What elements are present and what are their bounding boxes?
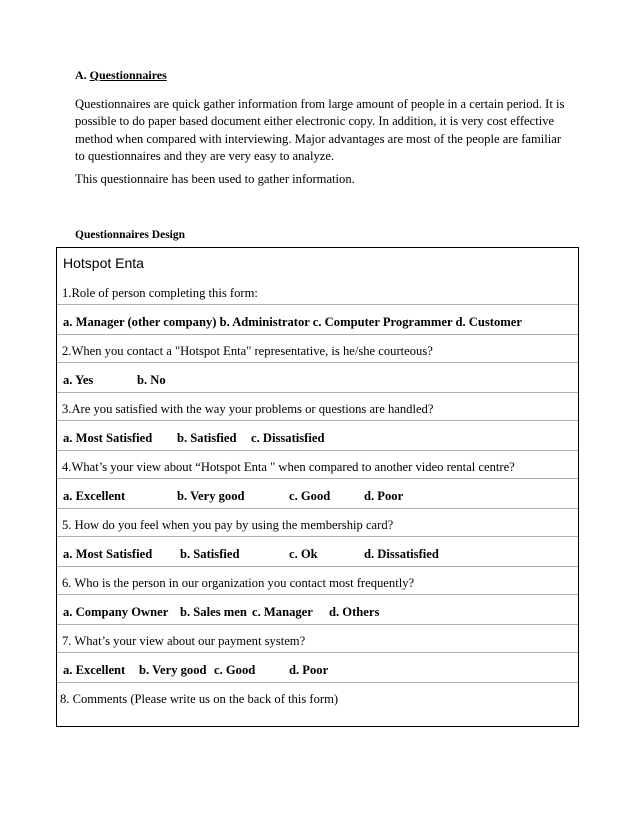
q6-option-b[interactable]: b. Sales men: [180, 605, 247, 619]
q4-option-c[interactable]: c. Good: [289, 489, 331, 503]
divider: [57, 508, 578, 509]
q5-option-a[interactable]: a. Most Satisfied: [63, 547, 153, 561]
intro-line: Questionnaires are quick gather information from large amount of people in a certain period. It is: [75, 97, 565, 111]
section-title: Questionnaires: [89, 68, 167, 82]
question-5: 5. How do you feel when you pay by using the membership card?: [62, 518, 394, 532]
intro-note: This questionnaire has been used to gather information.: [75, 172, 355, 186]
question-4: 4.What’s your view about “Hotspot Enta " when compared to another video rental centre?: [62, 460, 515, 474]
intro-line: possible to do paper based document either electronic copy. In addition, it is very cost effective: [75, 114, 555, 129]
question-7: 7. What’s your view about our payment system?: [62, 634, 306, 648]
divider: [57, 594, 578, 595]
design-heading: Questionnaires Design: [75, 229, 186, 241]
q7-option-a[interactable]: a. Excellent: [63, 663, 126, 677]
divider: [57, 536, 578, 537]
q7-option-c[interactable]: c. Good: [214, 663, 256, 677]
intro-paragraph: [75, 96, 575, 165]
q1-option-c[interactable]: c. Computer Programmer: [312, 315, 453, 329]
q7-option-d[interactable]: d. Poor: [289, 663, 329, 677]
q1-option-b[interactable]: b. Administrator: [219, 315, 310, 329]
question-8: 8. Comments (Please write us on the back of this form): [60, 692, 339, 706]
divider: [57, 682, 578, 683]
divider: [57, 478, 578, 479]
q6-option-c[interactable]: c. Manager: [252, 605, 313, 619]
divider: [57, 392, 578, 393]
q3-option-b[interactable]: b. Satisfied: [177, 431, 237, 445]
divider: [57, 304, 578, 305]
q6-option-d[interactable]: d. Others: [329, 605, 380, 619]
section-prefix: A.: [75, 68, 87, 82]
q1-option-a[interactable]: a. Manager (other company): [63, 315, 217, 329]
intro-line: method when compared with interviewing. Major advantages are most of the people are familiar: [75, 131, 562, 146]
q2-option-a[interactable]: a. Yes: [63, 373, 94, 387]
q5-option-b[interactable]: b. Satisfied: [180, 547, 240, 561]
q2-option-b[interactable]: b. No: [137, 373, 166, 387]
q5-option-d[interactable]: d. Dissatisfied: [364, 547, 439, 561]
q4-option-a[interactable]: a. Excellent: [63, 489, 126, 503]
form-title: Hotspot Enta: [63, 255, 144, 271]
q4-option-b[interactable]: b. Very good: [177, 489, 245, 503]
question-1: 1.Role of person completing this form:: [62, 286, 258, 300]
intro-line: to questionnaires and they are very easy to analyze.: [75, 148, 335, 163]
divider: [57, 624, 578, 625]
divider: [57, 334, 578, 335]
divider: [57, 362, 578, 363]
q7-option-b[interactable]: b. Very good: [139, 663, 207, 677]
question-3: 3.Are you satisfied with the way your problems or questions are handled?: [62, 402, 434, 416]
question-6: 6. Who is the person in our organization you contact most frequently?: [62, 576, 415, 590]
section-heading: [75, 68, 167, 83]
q3-option-c[interactable]: c. Dissatisfied: [251, 431, 325, 445]
q5-option-c[interactable]: c. Ok: [289, 547, 318, 561]
divider: [57, 450, 578, 451]
q1-options: [63, 315, 522, 330]
q1-option-d[interactable]: d. Customer: [455, 315, 522, 329]
divider: [57, 566, 578, 567]
q3-option-a[interactable]: a. Most Satisfied: [63, 431, 153, 445]
question-2: 2.When you contact a "Hotspot Enta" representative, is he/she courteous?: [62, 344, 433, 358]
divider: [57, 652, 578, 653]
divider: [57, 420, 578, 421]
q6-option-a[interactable]: a. Company Owner: [63, 605, 169, 619]
q4-option-d[interactable]: d. Poor: [364, 489, 404, 503]
